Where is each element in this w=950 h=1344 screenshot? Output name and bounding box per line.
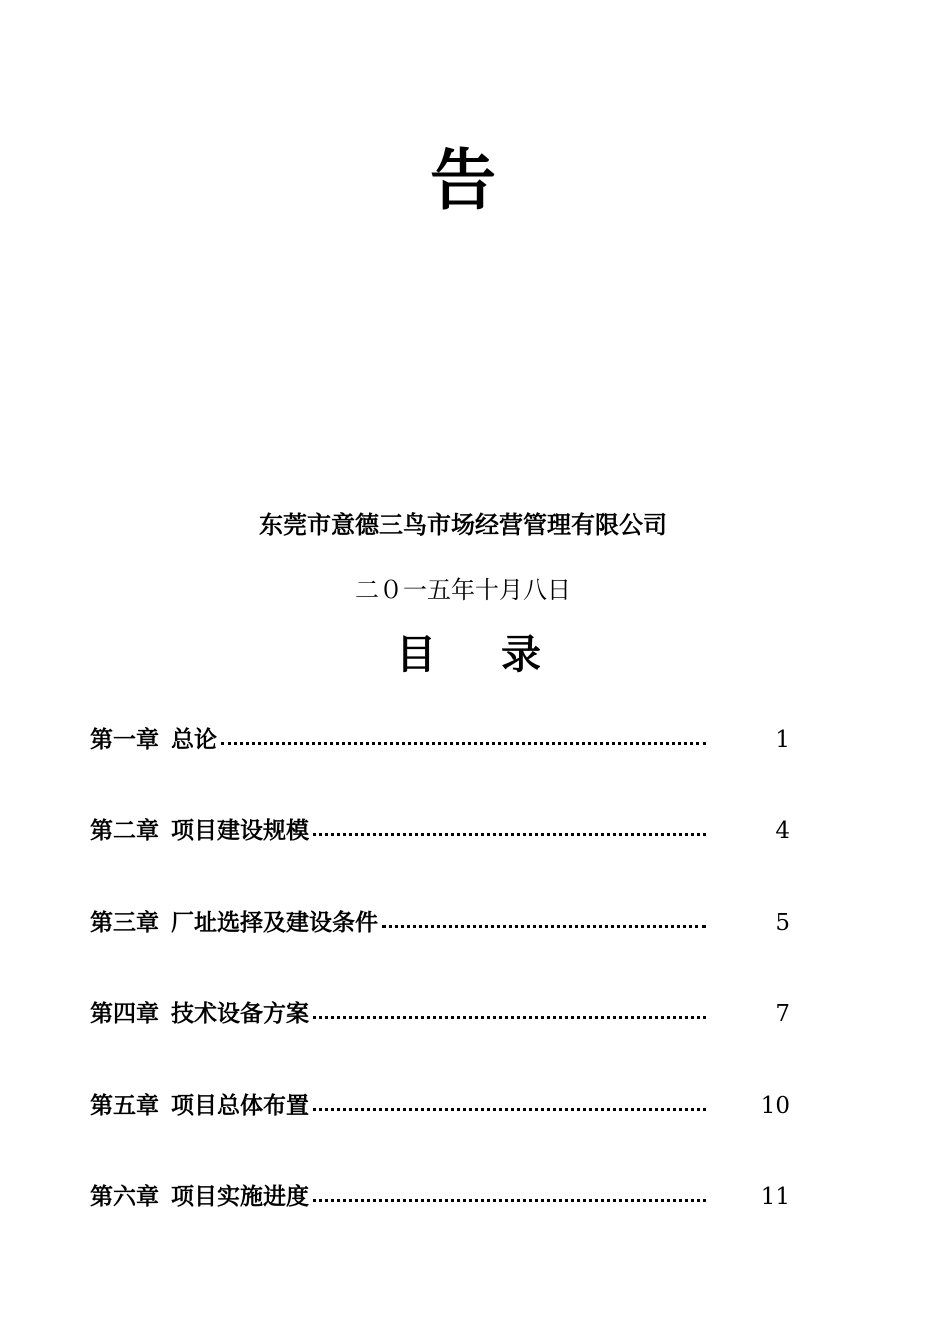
toc-chapter-title: 项目实施进度	[171, 1182, 309, 1210]
toc-entry[interactable]	[90, 1084, 790, 1175]
toc-page-number: 7	[775, 1001, 790, 1028]
toc-page-number: 4	[775, 818, 790, 845]
company-name: 东莞市意德三鸟市场经营管理有限公司	[259, 510, 667, 539]
toc-dot-leader	[313, 1195, 706, 1202]
toc-dot-leader	[221, 738, 706, 745]
toc-chapter-title: 项目建设规模	[171, 817, 309, 845]
toc-entry[interactable]	[90, 1175, 790, 1266]
report-date: 二０一五年十月八日	[355, 576, 571, 604]
toc-chapter-title: 项目总体布置	[171, 1091, 309, 1119]
toc-chapter-number: 第五章	[90, 1091, 159, 1119]
toc-page-number: 1	[775, 727, 790, 753]
toc-title-char-2: 录	[501, 631, 541, 678]
toc-chapter-number: 第六章	[90, 1182, 159, 1210]
toc-dot-leader	[313, 1012, 706, 1019]
toc-title-char-1: 目	[396, 631, 436, 678]
toc-entry[interactable]	[90, 901, 790, 992]
cover-title-char: 告	[430, 141, 496, 219]
table-of-contents	[90, 718, 790, 1266]
toc-page-number: 5	[775, 909, 790, 936]
toc-dot-leader	[313, 1104, 706, 1111]
toc-title	[396, 625, 541, 685]
toc-chapter-number: 第三章	[90, 908, 159, 936]
toc-chapter-title: 厂址选择及建设条件	[171, 908, 378, 936]
toc-chapter-number: 第一章	[90, 726, 159, 753]
toc-entry[interactable]	[90, 809, 790, 900]
toc-entry[interactable]	[90, 718, 790, 809]
toc-entry[interactable]	[90, 992, 790, 1083]
toc-page-number: 11	[760, 1183, 790, 1210]
toc-page-number: 10	[760, 1092, 790, 1119]
toc-chapter-title: 总论	[171, 726, 217, 753]
toc-dot-leader	[313, 829, 706, 836]
toc-chapter-number: 第二章	[90, 817, 159, 845]
toc-dot-leader	[382, 921, 706, 928]
toc-chapter-number: 第四章	[90, 1000, 159, 1028]
toc-chapter-title: 技术设备方案	[171, 1000, 309, 1028]
